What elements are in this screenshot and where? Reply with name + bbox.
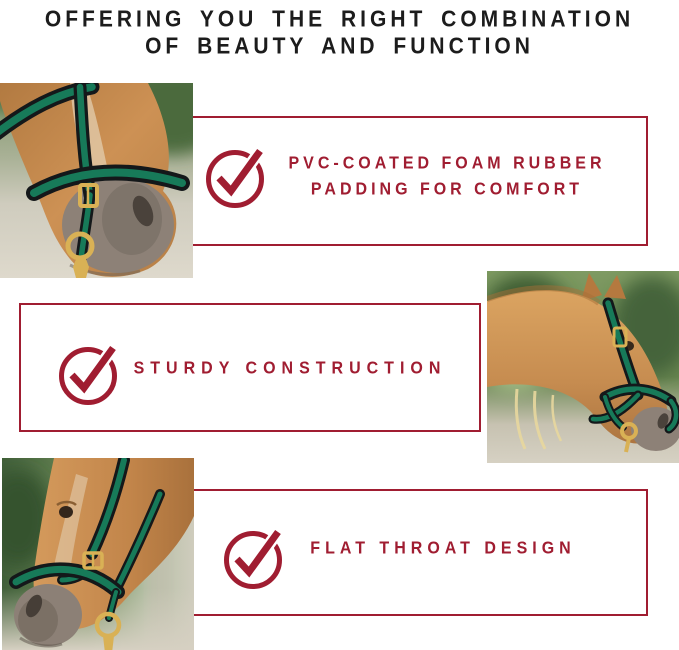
product-photo-halter-closeup: [0, 83, 193, 278]
check-circle-icon: [216, 523, 290, 597]
feature-text-throat: [283, 536, 603, 562]
feature-line: FLAT THROAT DESIGN: [310, 539, 576, 558]
check-circle-icon: [51, 339, 125, 413]
feature-text-padding: [287, 151, 607, 203]
check-circle-icon: [198, 142, 272, 216]
feature-line: PVC-COATED FOAM RUBBER: [288, 154, 606, 173]
page-title: [0, 6, 679, 60]
feature-line: PADDING FOR COMFORT: [310, 180, 584, 199]
feature-line: STURDY CONSTRUCTION: [133, 359, 447, 378]
product-photo-throat-design: [2, 458, 194, 650]
title-line-1: OFFERING YOU THE RIGHT COMBINATION: [44, 6, 635, 33]
feature-text-construction: [130, 356, 450, 382]
title-line-2: OF BEAUTY AND FUNCTION: [145, 33, 534, 60]
product-photo-profile-right: [487, 271, 679, 463]
